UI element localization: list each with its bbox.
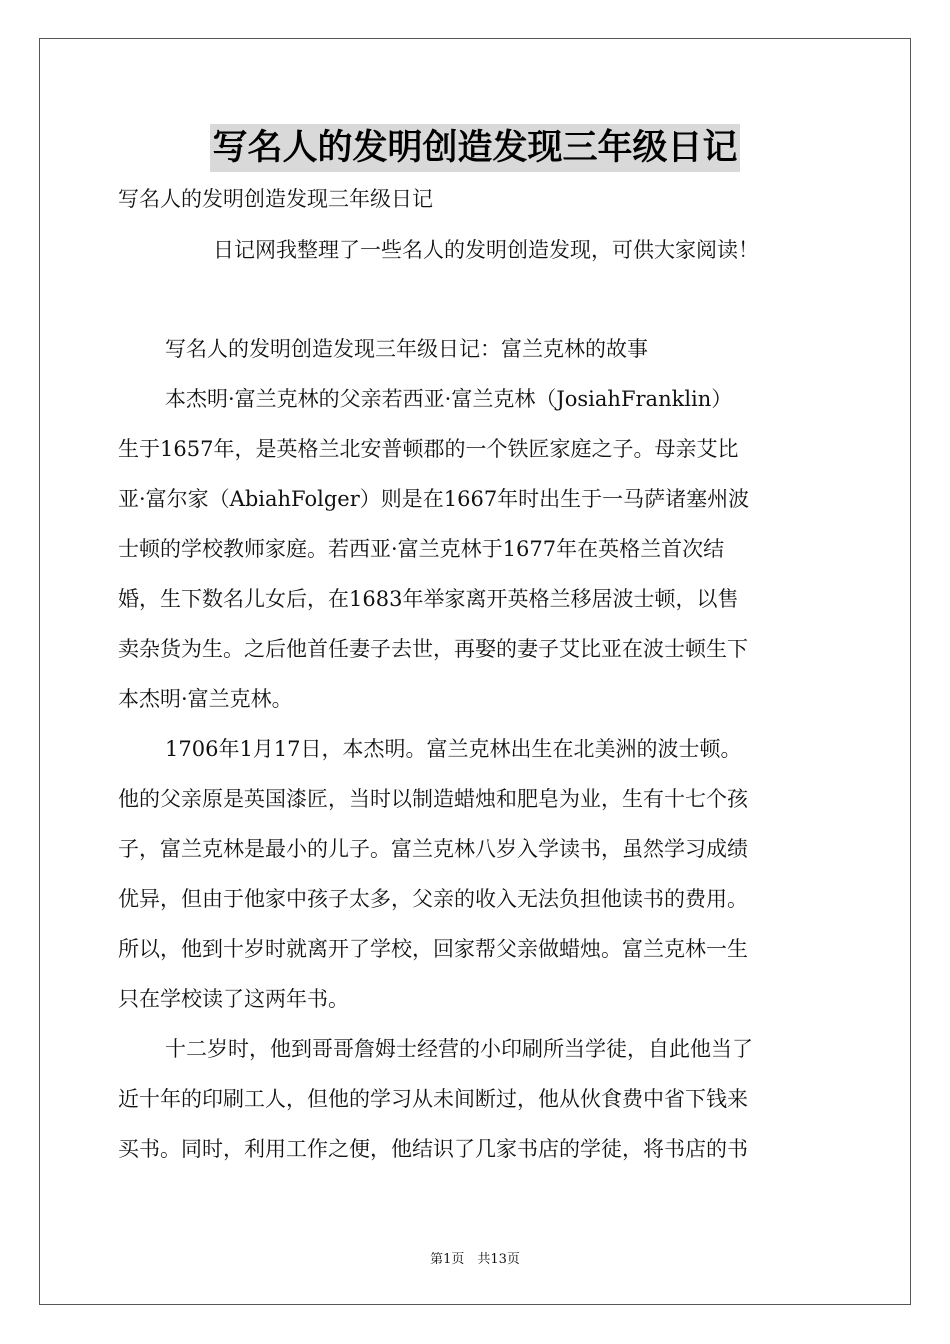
body-line: 优异，但由于他家中孩子太多，父亲的收入无法负担他读书的费用。	[118, 887, 748, 911]
intro-paragraph: 日记网我整理了一些名人的发明创造发现，可供大家阅读！	[213, 238, 759, 262]
document-title: 写名人的发明创造发现三年级日记	[210, 124, 739, 172]
body-line: 十二岁时，他到哥哥詹姆士经营的小印刷所当学徒，自此他当了	[165, 1037, 753, 1061]
body-line: 士顿的学校教师家庭。若西亚·富兰克林于1677年在英格兰首次结	[118, 537, 725, 561]
body-line: 本杰明·富兰克林的父亲若西亚·富兰克林（JosiahFranklin）	[165, 387, 733, 411]
body-line: 本杰明·富兰克林。	[118, 687, 293, 711]
subtitle-line: 写名人的发明创造发现三年级日记	[118, 187, 433, 211]
body-line: 1706年1月17日，本杰明。富兰克林出生在北美洲的波士顿。	[165, 737, 742, 761]
body-line: 亚·富尔家（AbiahFolger）则是在1667年时出生于一马萨诸塞州波	[118, 487, 750, 511]
body-line: 近十年的印刷工人，但他的学习从未间断过，他从伙食费中省下钱来	[118, 1087, 748, 1111]
body-line: 买书。同时，利用工作之便，他结识了几家书店的学徒，将书店的书	[118, 1137, 748, 1161]
body-line: 他的父亲原是英国漆匠，当时以制造蜡烛和肥皂为业，生有十七个孩	[118, 787, 748, 811]
body-line: 所以，他到十岁时就离开了学校，回家帮父亲做蜡烛。富兰克林一生	[118, 937, 748, 961]
body-line: 只在学校读了这两年书。	[118, 987, 349, 1011]
title-container	[0, 124, 950, 172]
section-heading: 写名人的发明创造发现三年级日记：富兰克林的故事	[165, 337, 648, 361]
body-line: 子，富兰克林是最小的儿子。富兰克林八岁入学读书，虽然学习成绩	[118, 837, 748, 861]
body-line: 生于1657年，是英格兰北安普顿郡的一个铁匠家庭之子。母亲艾比	[118, 437, 739, 461]
body-line: 卖杂货为生。之后他首任妻子去世，再娶的妻子艾比亚在波士顿生下	[118, 637, 748, 661]
page-border	[39, 38, 911, 1305]
body-line: 婚，生下数名儿女后，在1683年举家离开英格兰移居波士顿，以售	[118, 587, 739, 611]
page-number-footer: 第1页 共13页	[430, 1252, 520, 1267]
